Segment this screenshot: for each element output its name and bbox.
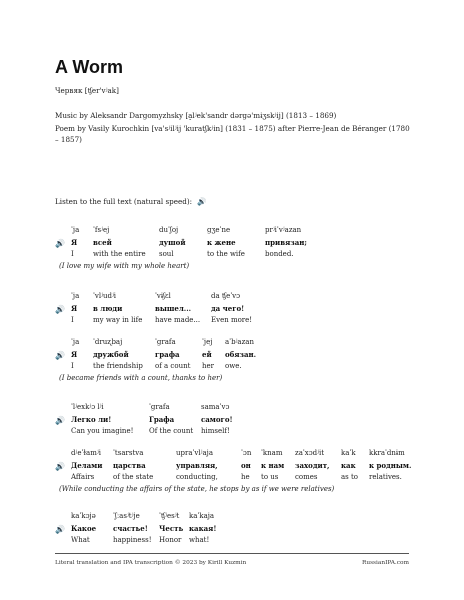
english-word: bonded. <box>265 250 294 258</box>
russian-word: Легко ли! <box>71 415 112 424</box>
english-word: soul <box>159 250 174 258</box>
ipa-word: ˈʧʲesʲt <box>159 512 180 520</box>
ipa-word: kkraˈdnɨm <box>369 449 405 457</box>
ipa-word: dʲeˈɫamʲi <box>71 449 101 457</box>
english-word: owe. <box>225 362 242 370</box>
russian-word: да чего! <box>211 304 245 313</box>
ipa-word: aˈbʲazan <box>225 338 254 346</box>
ipa-word: ˈlʲexkʲɔ lʲi <box>71 403 104 411</box>
copyright-notice: Literal translation and IPA transcription © 2023 by Kirill Kuzmin <box>55 560 247 566</box>
ipa-word: ˈknam <box>261 449 283 457</box>
russian-word: привязан; <box>265 238 307 247</box>
song-title: A Worm <box>55 57 124 77</box>
english-word: relatives. <box>369 473 402 481</box>
russian-word: Я <box>71 350 78 359</box>
ipa-word: ˈɔn <box>241 449 252 457</box>
speaker-icon[interactable]: 🔊 <box>55 304 65 314</box>
russian-word: какая! <box>189 524 217 533</box>
ipa-word: ˈja <box>71 338 80 346</box>
english-word: with the entire <box>93 250 146 258</box>
english-word: Even more! <box>211 316 253 324</box>
russian-word: к родным. <box>369 461 412 470</box>
russian-title: Червяк [ʧer'vʲak] <box>55 86 119 95</box>
ipa-word: samaˈvɔ <box>201 403 230 411</box>
ipa-word: ˈjej <box>202 338 213 346</box>
ipa-word: ˈfsʲej <box>93 226 110 234</box>
english-word: conducting, <box>176 473 218 481</box>
translation: (I became friends with a count, thanks to her) <box>59 374 223 382</box>
speaker-icon[interactable]: 🔊 <box>197 197 207 206</box>
english-word: what! <box>189 536 210 544</box>
russian-word: душой <box>159 238 186 247</box>
russian-word: обязан. <box>225 350 257 359</box>
russian-row <box>55 238 307 250</box>
translation: (While conducting the affairs of the state, he stops by as if we were relatives) <box>59 485 335 493</box>
russian-row <box>55 350 257 362</box>
russian-word: он <box>241 461 251 470</box>
english-row <box>55 473 402 485</box>
ipa-word: ˈtsarstva <box>113 449 144 457</box>
ipa-row <box>55 338 254 350</box>
russian-word: самого! <box>201 415 233 424</box>
russian-word: Делами <box>71 461 103 470</box>
russian-row <box>55 461 412 473</box>
english-word: as to <box>341 473 359 481</box>
english-word: Affairs <box>71 473 95 481</box>
russian-word: вышел... <box>155 304 192 313</box>
russian-word: всей <box>93 238 112 247</box>
russian-word: управляя, <box>176 461 218 470</box>
stanza <box>55 338 257 385</box>
english-word: Of the count <box>149 427 194 435</box>
russian-word: заходит, <box>295 461 330 470</box>
speaker-icon[interactable]: 🔊 <box>55 524 65 534</box>
music-credit: Music by Aleksandr Dargomyzhsky [a̠lʲek'sandr dərgə'mɨʒskʲij] (1813 – 1869) <box>55 111 337 120</box>
english-row <box>55 362 242 374</box>
english-word: her <box>202 362 214 370</box>
ipa-word: ˈja <box>71 226 80 234</box>
english-word: of the state <box>113 473 154 481</box>
english-word: my way in life <box>93 316 143 324</box>
english-word: comes <box>295 473 318 481</box>
ipa-word: kaˈkɔjə <box>71 512 96 520</box>
ipa-word: upraˈvlʲaja <box>176 449 213 457</box>
ipa-word: ˈgrafa <box>155 338 176 346</box>
english-word: I <box>71 362 74 370</box>
russian-word: к жене <box>207 238 236 247</box>
footer-divider <box>55 553 409 554</box>
ipa-word: ˈdruʐbaj <box>93 338 123 346</box>
english-word: happiness! <box>113 536 152 544</box>
listen-label: Listen to the full text (natural speed): <box>55 197 193 206</box>
ipa-word: da ʧeˈvɔ <box>211 292 241 300</box>
ipa-word: prʲiˈvʲazan <box>265 226 302 234</box>
ipa-word: ˈja <box>71 292 80 300</box>
poem-credit: Poem by Vasily Kurochkin [va'sʲilʲij 'kuratʃkʲin] (1831 – 1875) after Pierre-Jean de Béranger (1780 – 1857) <box>55 124 410 144</box>
russian-word: Графа <box>149 415 175 424</box>
english-word: What <box>71 536 90 544</box>
ipa-word: ˈgrafa <box>149 403 170 411</box>
stanza <box>55 449 412 496</box>
ipa-word: ˈvlʲudʲi <box>93 292 117 300</box>
ipa-row <box>55 449 405 461</box>
speaker-icon[interactable]: 🔊 <box>55 415 65 425</box>
russian-word: ей <box>202 350 212 359</box>
russian-word: Я <box>71 304 78 313</box>
english-word: to us <box>261 473 279 481</box>
ipa-row <box>55 226 302 238</box>
russian-word: счастье! <box>113 524 148 533</box>
site-link[interactable]: RussianIPA.com <box>361 560 409 566</box>
english-word: himself! <box>201 427 230 435</box>
english-word: Honor <box>159 536 182 544</box>
english-word: have made... <box>155 316 201 324</box>
ipa-word: kaˈk <box>341 449 356 457</box>
english-word: he <box>241 473 250 481</box>
russian-word: Честь <box>159 524 184 533</box>
russian-word: царства <box>113 461 146 470</box>
russian-word: в люди <box>93 304 123 313</box>
speaker-icon[interactable]: 🔊 <box>55 461 65 471</box>
english-word: the friendship <box>93 362 143 370</box>
ipa-word: ˈʃːasʲtʲje <box>113 512 140 520</box>
stanza <box>55 226 307 273</box>
english-row <box>55 250 294 262</box>
russian-word: Какое <box>71 524 97 533</box>
speaker-icon[interactable]: 🔊 <box>55 350 65 360</box>
russian-word: как <box>341 461 356 470</box>
english-word: of a count <box>155 362 191 370</box>
russian-word: дружбой <box>93 350 129 359</box>
speaker-icon[interactable]: 🔊 <box>55 238 65 248</box>
english-word: I <box>71 250 74 258</box>
english-word: I <box>71 316 74 324</box>
listen-line <box>55 197 207 206</box>
ipa-word: zaˈxɔdʲit <box>295 449 325 457</box>
english-word: Can you imagine! <box>71 427 134 435</box>
translation: (I love my wife with my whole heart) <box>59 262 190 270</box>
russian-word: Я <box>71 238 78 247</box>
ipa-word: duˈʃoj <box>159 226 179 234</box>
ipa-word: ˈvɨʃɛl <box>155 292 171 300</box>
russian-word: к нам <box>261 461 285 470</box>
ipa-word: kaˈkaja <box>189 512 215 520</box>
english-word: to the wife <box>207 250 245 258</box>
russian-word: графа <box>155 350 180 359</box>
ipa-word: gʒeˈne <box>207 226 231 234</box>
